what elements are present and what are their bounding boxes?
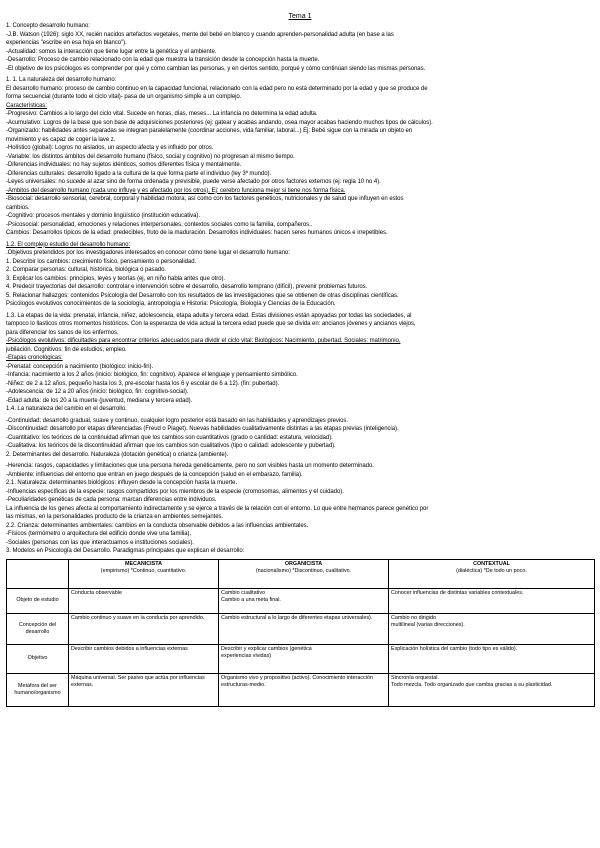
table-header-corner [7,559,69,588]
text-line: 1.4. La naturaleza del cambio en el desarrollo. [6,406,127,412]
table-row-label: Objetivo [7,644,69,673]
text-line: cambios. [6,204,30,211]
text-line: 1. Describir los cambios: crecimiento físico, pensamiento o personalidad. [6,258,197,265]
table-header-cell: MECANICISTA (empirismo) *Continuo, cuantitativo. [69,559,219,588]
text-line: Cambios: Desarrollos típicos de la edad: predecibles, fruto de la maduración. Desarrollos individuales: hacen seres humanos únicos e irrepetibles. [6,230,388,236]
text-line: -Diferencias culturales: desarrollo ligado a la cultura de la que forma parte el individuo (ley 3ª mundo). [6,170,272,177]
text-line: .Objetivos pretendidos por los investigadores interesados en conocer cómo tiene lugar el desarrollo humano: [6,250,290,256]
text-line: -Edad adulta: de los 20 a la muerte (juventud, mediana y tercera edad). [6,397,193,404]
text-line: El desarrollo humano: proceso de cambio continuo en la capacidad funcional, relacionado con la edad pero no está determinado por la edad y que se produce de [6,85,428,92]
document-page [6,12,594,707]
text-line: las mismas, en la personalidades producto de la crianza en ambientes semejantes. [6,514,224,520]
text-line: -Influencias específicas de la especie: rasgos compartidos por los miembros de la especie (cromosomas, alimentos y el cuidado). [6,488,344,495]
text-line: -Niñez: de 2 a 12 años, pequeño hasta los 3, pre-escolar hasta los 6 y escolar de 6 a 12). (fin: pubertad). [6,380,280,387]
table-cell: Describir cambios debidos a influencias externas [69,644,219,673]
text-line: 3. Modelos en Psicología del Desarrollo. Paradigmas principales que explican el desarrollo: [6,548,245,554]
text-line: experiencias "escribe en esa hoja en blanco"). [6,40,127,46]
text-line: -Variable: los distintos ámbitos del desarrollo humano (físico, social y cognitivo) no progresan al mismo tiempo. [6,153,295,160]
text-line: -Psicólogos evolutivos: dificultades para encontrar criterios adecuados para dividir el ciclo vital: Biológicos: Nacimiento, pubertad. Sociales: matrimonio, [6,338,401,344]
text-line: 4. Predecir trayectorias del desarrollo: controlar e intervención sobre el desarrollo, desarrollo temprano (difícil), prevenir problemas futuros. [6,284,368,290]
text-line: -Progresivo: Cambios a lo largo del ciclo vital. Sucede en horas, días, meses... La infancia no determina la edad adulta. [6,111,318,117]
text-line: -Psicosocial: personalidad, emociones y relaciones interpersonales, contextos sociales como la familia, compañeros.. [6,221,313,228]
text-line: -Actualidad: somos la interacción que tiene lugar entre la genética y el ambiente. [6,48,217,55]
text-line: -Sociales (personas con las que interactuamos e instituciones sociales). [6,539,194,546]
text-line: -Holístico (global): Logros no aislados, un aspecto afecta y es influido por otros. [6,145,214,151]
table-row-label: Concepción del desarrollo [7,613,69,644]
text-line: -Desarrollo: Proceso de cambio relacionado con la edad que muestra la transición desde la concepción hasta la muerte. [6,57,320,63]
text-line: -Herencia: rasgos, capacidades y limitaciones que una persona hereda genéticamente, pero no son visibles hasta un momento determinado. [6,463,374,469]
table-cell: Cambio continuo y suave en la conducta por aprendido. [69,613,219,644]
text-line: -Ámbitos del desarrollo humano (cada uno influye y es afectado por los otros), Ej: cerebro funciona mejor si tiene nos forma física. [6,187,346,194]
text-line: -Físicos (termómetro o arquitectura del edificio donde vive una familia), [6,531,192,537]
table-row [7,613,595,644]
table-cell: Máquina universal. Ser pasivo que actúa por influencias externas. [69,673,219,706]
table-cell: Conducta observable [69,588,219,613]
table-cell: Cambio cualitativo Cambio a una meta final. [219,588,389,613]
text-line: forma secuencial (durante todo el ciclo vital)- pasa de un organismo simple a un complejo. [6,94,242,100]
table-row [7,588,595,613]
text-line: -Cuantitativo: los teóricos de la continuidad afirman que los cambios son cuantitativos (grado o cantidad: estatura, velocidad). [6,434,333,441]
table-cell: Cambio estructural a lo largo de diferentes etapas universales). [219,613,389,644]
table-cell: Organismo vivo y propositivo (activo). Conocimiento interacción estructuras-medio. [219,673,389,706]
text-line: -Continuidad: desarrollo gradual, suave y continuo, cualquier logro posterior está basado en las habilidades y aprendizajes previos. [6,417,348,424]
text-line: 2. Comparar personas: cultural, histórica, biológica o pasado. [6,267,166,273]
text-line: -Cognitivo: procesos mentales y dominio lingüístico (institución educativa). [6,213,200,219]
text-line: Psicólogos evolutivos conocimientos de la sociología, antropología e Historia: Psicología, Biología y Ciencias de la Educación. [6,301,336,307]
table-header-cell: ORGANICISTA (nacionalismo) *Discontinuo, cualitativo. [219,559,389,588]
text-line: 5. Relacionar hallazgos: contenidos Psicología del Desarrollo con los resultados de las investigaciones que se obtienen de otras disciplinas científicas. [6,292,399,299]
table-row [7,673,595,706]
text-line: Características: [6,102,47,109]
models-table [6,559,595,707]
text-line: -Discontinuidad: desarrollo por etapas diferenciadas (Freud o Piaget). Nuevas habilidades cualitativamente distintas a las etapas previas (inteligencia). [6,426,399,432]
text-line: -Cualitativa: los teóricos de la discontinuidad afirman que los cambios son cualitativos (tipo o calidad: adolescente y pubertad). [6,443,336,449]
document-body [6,22,594,556]
text-line: jubilación. Cognitivos: fin de estudios, empleo. [6,346,127,353]
text-line: -Organizado: habilidades antes separadas se integran paralelamente (coordinar acciones, vida familiar, laboral...) Ej: Bebé sigue con la mirada un objeto en [6,128,413,134]
text-line: 1. Concepto desarrollo humano: [6,23,90,29]
text-line: 2. Determinantes del desarrollo. Naturaleza (dotación genética) o crianza (ambiente). [6,451,229,458]
text-line: -Infancia: nacimiento a los 2 años (inicio: biológico, fin: cognitivo). Aparece el lenguaje y pensamiento simbólico. [6,372,298,378]
table-cell: Describir y explicar cambios (genética experiencias vividas) [219,644,389,673]
text-line: -Peculiaridades genéticas de cada persona: marcan diferencias entre individuos. [6,497,217,503]
text-line: -Biosocial: desarrollo sensorial, cerebral, corporal y habilidad motora, así como con los factores genéticos, nutricionales y de salud que influyen en estos [6,196,404,202]
table-row [7,644,595,673]
table-header-row [7,559,595,588]
table-cell: Cambio no dirigido multilineal (varias direcciones). [389,613,595,644]
table-row-label: Metáfora del ser humano/organismo [7,673,69,706]
text-line: movimiento y es capaz de coger la lave z. [6,136,116,143]
text-line: -Adolescencia: de 12 a 20 años (inicio: biológico, fin: cognitivo-social). [6,389,189,395]
table-cell: Sincronía orquestal. Todo mezcla. Todo organizado que cambia gracias a su plasticidad. [389,673,595,706]
text-line: 1.3. La etapas de la vida: prenatal, infancia, niñez, adolescencia, etapa adulta y tercera edad. Estas divisiones están apoyadas por todas las sociedades, al [6,312,412,319]
document-title: Tema 1 [288,13,312,20]
text-line: 1.2. El complejo estudio del desarrollo humano: [6,241,131,248]
text-line: 1. 1. La naturaleza del desarrollo humano: [6,77,117,83]
text-line: -Ambiente: influencias del entorno que entran en juego después de la concepción (salud en el embarazo, familia). [6,471,303,478]
text-line: 3. Explicar los cambios: principios, leyes y teorías (ej, en niño habla antes que otro). [6,275,226,282]
text-line: 2.2. Crianza: determinantes ambientales: cambios en la conducta observable debidos a las influencias ambientales. [6,522,309,529]
text-line: -Acumulativo: Logros de la base que son base de adquisiciones posteriores (ej: gatear y acabas andando, osea mayor acabas haciendo muchos tipos de cálculos). [6,119,433,126]
text-line: -Leyes universales: no sucede al azar sino de forma ordenada y previsible, puede verse afectado por otros factores externos (ej: regla 10 no 4). [6,179,381,185]
text-line: -Etapas cronológicas: [6,355,63,361]
table-row-label: Objeto de estudio [7,588,69,613]
text-line: La influencia de los genes afecta al comportamiento indirectamente y se ejerce a través de la relación con el entorno. Lo que entre hermanos parece genético por [6,505,429,512]
text-line: para diferenciar los sanos de los enfermos. [6,329,119,336]
table-cell: Conocer influencias de distintas variables contextuales. [389,588,595,613]
text-line: tampoco lo llasticos otros momentos históricos. Con la esperanza de vida actual la tercera edad puede que se divida en: ancianos jóvenes y ancianos viejos, [6,321,416,327]
text-line: -Diferencias individuales: no hay sujetos idénticos, somos diferentes física y mentalmente. [6,162,242,168]
text-line: 2.1. Naturaleza: determinantes biológicos: influyen desde la concepción hasta la muerte. [6,480,238,486]
text-line: -El objetivo de los psicólogos es comprender por qué y cómo cambian las personas, y en ciertos sentido, porqué y cómo continúan siendo las mismas personas. [6,65,426,72]
text-line: -J.B. Watson (1926): siglo XX, recién nacidos artefactos vegetales, mente del bebé en blanco y cuando aprenden-personalidad adulta (en base a las [6,31,394,38]
table-header-cell: CONTEXTUAL (dialéctica) *De todo un poco. [389,559,595,588]
text-line: -Prenatal: concepción a nacimiento (biológico: inicio-fin). [6,363,154,370]
table-cell: Explicación holística del cambio (todo tipo es válido). [389,644,595,673]
